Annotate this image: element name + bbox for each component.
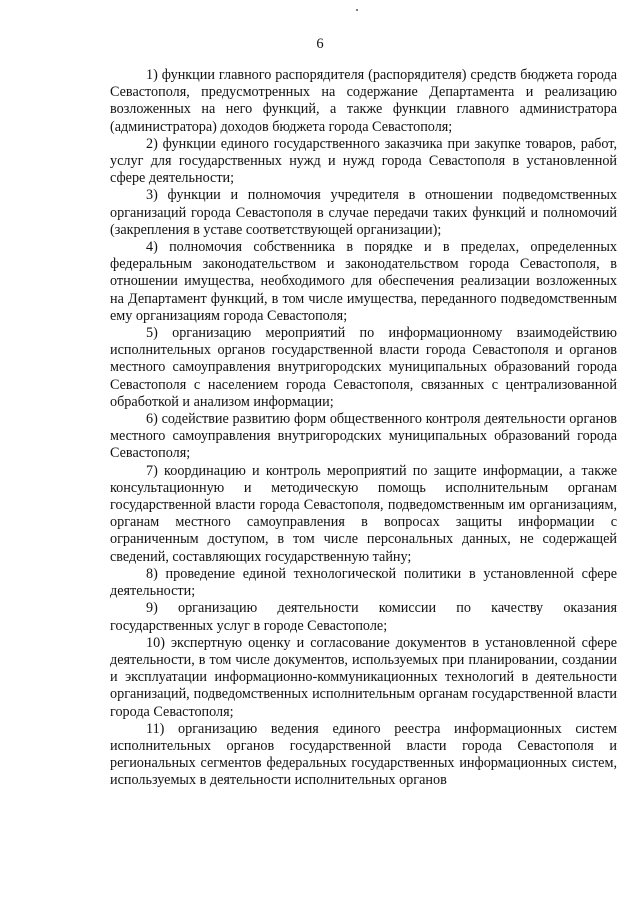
paragraph-item-10: 10) экспертную оценку и согласование документов в установленной сфере деятельности, в том числе документов, используемых при планировании, создании и эксплуатации информационно-коммуникационных технологий в деятельности организаций, подведомственных исполнительным органам государственной власти города Севастополя; [110,634,617,720]
paragraph-item-1: 1) функции главного распорядителя (распорядителя) средств бюджета города Севастополя, предусмотренных на содержание Департамента и реализацию возложенных на него функций, а также функции главного администратора (администратора) доходов бюджета города Севастополя; [110,67,617,135]
paragraph-item-7: 7) координацию и контроль мероприятий по защите информации, а также консультационную и методическую помощь исполнительным органам государственной власти города Севастополя, подведомственным им организациям, органам местного самоуправления в вопросах защиты информации с ограниченным доступом, в том числе персональных данных, не содержащей сведений, составляющих государственную тайну; [110,462,617,565]
page-number: 6 [316,36,324,52]
paragraph-item-11: 11) организацию ведения единого реестра информационных систем исполнительных органов государственной власти города Севастополя и региональных сегментов федеральных государственных информационных систем, используемых в деятельности исполнительных органов [110,720,617,789]
paragraph-item-2: 2) функции единого государственного заказчика при закупке товаров, работ, услуг для государственных нужд и нужд города Севастополя в установленной сфере деятельности; [110,135,617,187]
paragraph-item-8: 8) проведение единой технологической политики в установленной сфере деятельности; [110,565,617,600]
document-body [110,67,617,790]
paragraph-item-9: 9) организацию деятельности комиссии по качеству оказания государственных услуг в городе Севастополе; [110,600,617,634]
paragraph-item-4: 4) полномочия собственника в порядке и в пределах, определенных федеральным законодательством и законодательством города Севастополя, в отношении имущества, необходимого для обеспечения реализации возложенных на Департамент функций, в том числе имущества, переданного подведомственным ему организациям города Севастополя; [110,239,617,324]
paragraph-item-5: 5) организацию мероприятий по информационному взаимодействию исполнительных органов государственной власти города Севастополя и органов местного самоуправления внутригородских муниципальных образований города Севастополя с населением города Севастополя, связанных с централизованной обработкой и анализом информации; [110,325,617,410]
paragraph-item-3: 3) функции и полномочия учредителя в отношении подведомственных организаций города Севастополя в случае передачи таких функций и полномочий (закрепления в уставе соответствующей организации); [110,187,617,238]
paragraph-item-6: 6) содействие развитию форм общественного контроля деятельности органов местного самоуправления внутригородских муниципальных образований города Севастополя; [110,411,617,462]
scan-speck [356,9,358,11]
